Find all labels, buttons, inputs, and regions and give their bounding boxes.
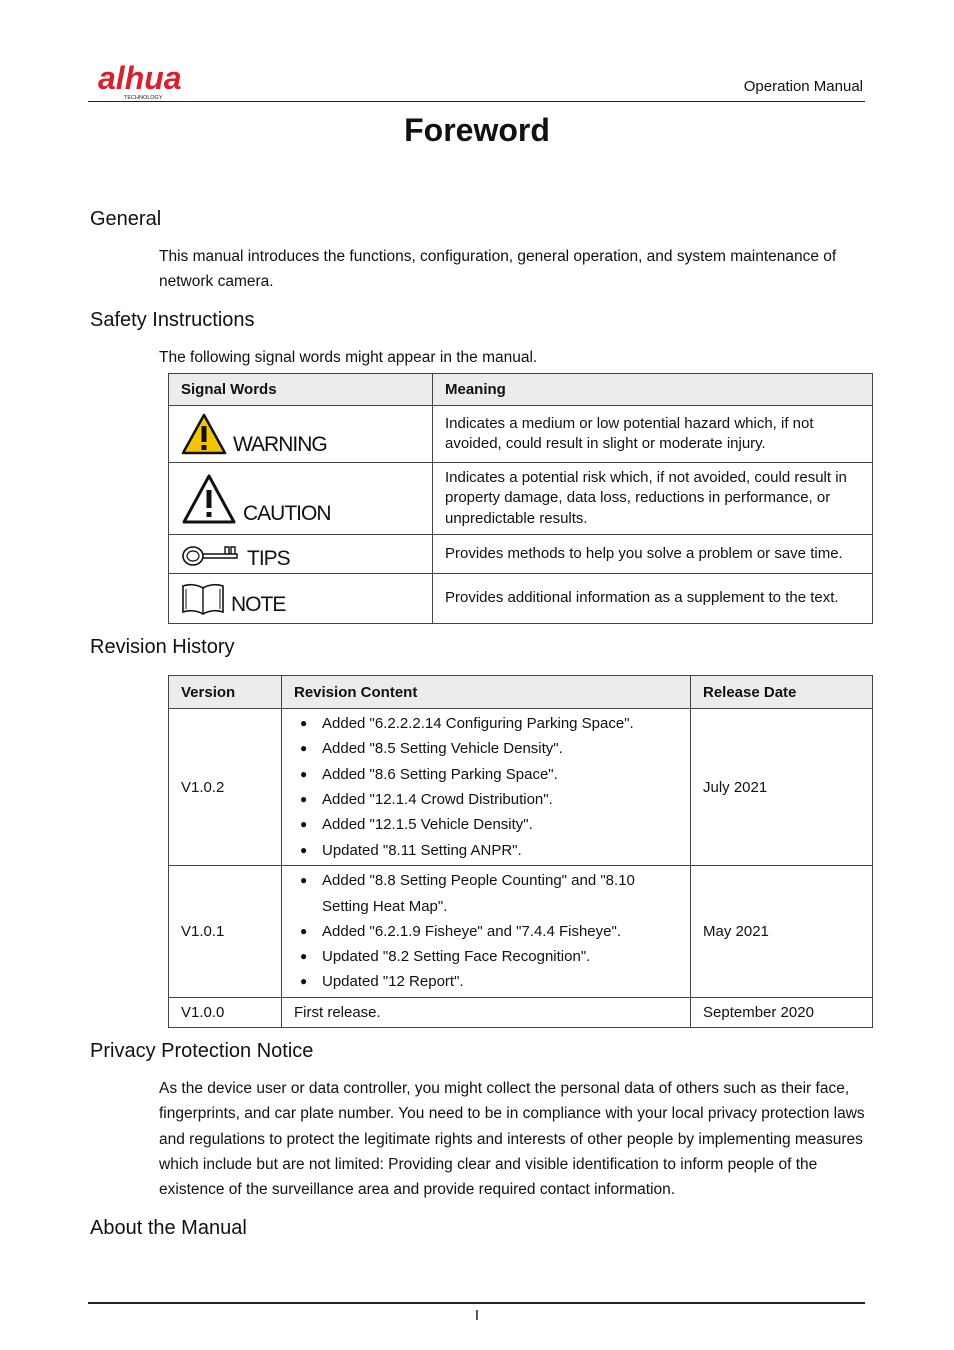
- meaning-cell: Provides methods to help you solve a problem or save time.: [433, 535, 873, 574]
- section-heading-general: General: [90, 208, 162, 230]
- signal-word-cell: [169, 463, 433, 535]
- table-row: [169, 463, 873, 535]
- section-heading-privacy: Privacy Protection Notice: [90, 1040, 314, 1062]
- list-item: ● Added "12.1.5 Vehicle Density".: [322, 812, 678, 837]
- revision-history-table: [168, 675, 873, 1028]
- version-cell: V1.0.2: [169, 709, 282, 866]
- footer-divider: [88, 1302, 865, 1304]
- book-icon: [181, 582, 225, 616]
- column-header: Meaning: [433, 374, 873, 406]
- dahua-logo: [96, 59, 211, 101]
- meaning-cell: Provides additional information as a supplement to the text.: [433, 574, 873, 624]
- key-icon: [181, 539, 241, 569]
- release-date-cell: May 2021: [691, 866, 873, 998]
- privacy-text: As the device user or data controller, you might collect the personal data of others such as their face, fingerprints, and car plate number. You need to be in compliance with your local privacy protection laws and regulations to protect the legitimate rights and interests of other people by implementing measures which include but are not limited: Providing clear and visible identification to inform people of the existence of the surveillance area and provide required contact information.: [159, 1080, 865, 1199]
- column-header: Signal Words: [169, 374, 433, 406]
- warning-icon: [181, 413, 227, 455]
- page-header: [88, 55, 865, 102]
- section-heading-safety: Safety Instructions: [90, 309, 255, 331]
- signal-word-cell: [169, 574, 433, 624]
- list-item: ● Added "6.2.2.2.14 Configuring Parking Space".: [322, 711, 678, 736]
- release-date-cell: September 2020: [691, 998, 873, 1028]
- table-row: [169, 866, 873, 998]
- page-number: I: [474, 1307, 480, 1324]
- meaning-cell: Indicates a potential risk which, if not avoided, could result in property damage, data loss, reductions in performance, or unpredictable results.: [433, 463, 873, 535]
- signal-word-label: CAUTION: [243, 502, 331, 525]
- table-row: [169, 535, 873, 574]
- column-header: Revision Content: [282, 676, 691, 709]
- table-header-row: [169, 676, 873, 709]
- list-item: ● Added "8.6 Setting Parking Space".: [322, 762, 678, 787]
- revision-list: [294, 711, 678, 863]
- release-date-cell: July 2021: [691, 709, 873, 866]
- table-row: [169, 709, 873, 866]
- table-row: [169, 998, 873, 1028]
- version-cell: V1.0.1: [169, 866, 282, 998]
- section-heading-about: About the Manual: [90, 1217, 247, 1239]
- caution-icon: [181, 473, 237, 525]
- signal-word-label: TIPS: [247, 546, 290, 570]
- revision-content-cell: [282, 709, 691, 866]
- list-item: ● Updated "12 Report".: [322, 969, 678, 994]
- list-item: ● Updated "8.11 Setting ANPR".: [322, 838, 678, 863]
- revision-list: [294, 868, 678, 994]
- page-title: Foreword: [404, 112, 550, 148]
- signal-word-cell: [169, 535, 433, 574]
- revision-content-cell: First release.: [282, 998, 691, 1028]
- column-header: Release Date: [691, 676, 873, 709]
- list-item: ● Updated "8.2 Setting Face Recognition".: [322, 944, 678, 969]
- svg-text:alhua: alhua: [98, 60, 182, 96]
- signal-word-cell: [169, 406, 433, 463]
- list-item: ● Added "6.2.1.9 Fisheye" and "7.4.4 Fisheye".: [322, 919, 678, 944]
- signal-word-label: WARNING: [233, 432, 327, 456]
- revision-content-cell: [282, 866, 691, 998]
- document-title: Operation Manual: [743, 78, 863, 95]
- table-row: [169, 574, 873, 624]
- version-cell: V1.0.0: [169, 998, 282, 1028]
- list-item: ● Added "8.8 Setting People Counting" and "8.10 Setting Heat Map".: [322, 868, 678, 919]
- meaning-cell: Indicates a medium or low potential hazard which, if not avoided, could result in slight or moderate injury.: [433, 406, 873, 463]
- column-header: Version: [169, 676, 282, 709]
- list-item: ● Added "12.1.4 Crowd Distribution".: [322, 787, 678, 812]
- section-heading-revision: Revision History: [90, 636, 235, 658]
- list-item: ● Added "8.5 Setting Vehicle Density".: [322, 736, 678, 761]
- general-text: This manual introduces the functions, configuration, general operation, and system maintenance of network camera.: [159, 248, 837, 291]
- table-row: [169, 406, 873, 463]
- signal-word-label: NOTE: [231, 593, 286, 616]
- signal-words-table: [168, 373, 873, 624]
- svg-text:TECHNOLOGY: TECHNOLOGY: [124, 95, 163, 101]
- safety-intro: The following signal words might appear in the manual.: [159, 349, 538, 366]
- table-header-row: [169, 374, 873, 406]
